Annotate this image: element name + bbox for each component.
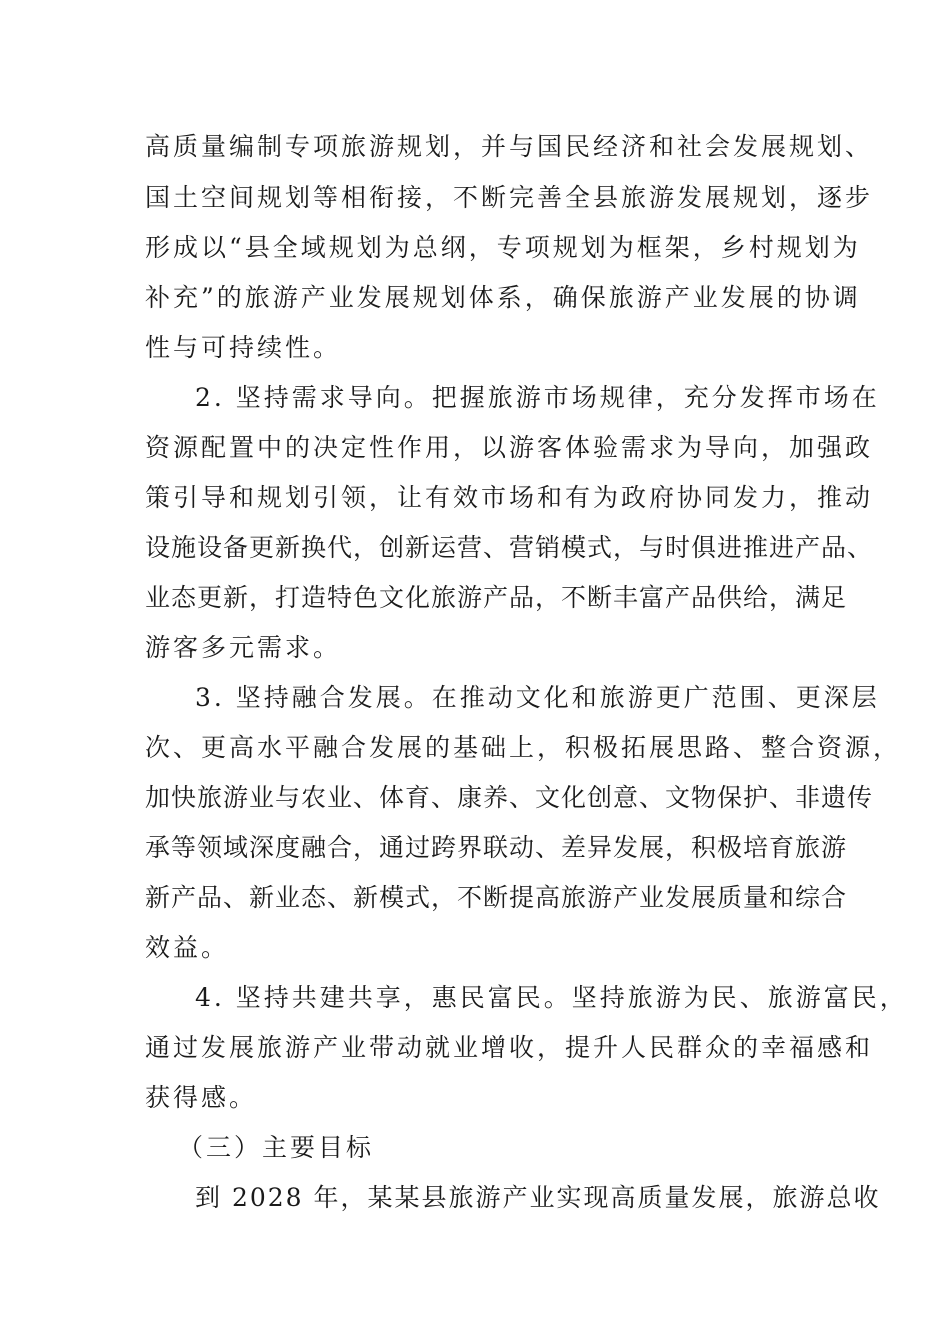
body-line-2: 国土空间规划等相衔接，不断完善全县旅游发展规划，逐步 <box>145 183 874 212</box>
paragraph-4-line-2: 通过发展旅游产业带动就业增收，提升人民群众的幸福感和 <box>145 1033 874 1062</box>
paragraph-2-line-2: 资源配置中的决定性作用，以游客体验需求为导向，加强政 <box>145 433 874 462</box>
body-line-4: 补充”的旅游产业发展规划体系，确保旅游产业发展的协调 <box>145 283 861 312</box>
section-heading: （三）主要目标 <box>178 1133 375 1162</box>
paragraph-2-line-3: 策引导和规划引领，让有效市场和有为政府协同发力，推动 <box>145 483 874 512</box>
paragraph-3-line-5: 新产品、新业态、新模式，不断提高旅游产业发展质量和综合 <box>145 883 848 912</box>
paragraph-3-line-3: 加快旅游业与农业、体育、康养、文化创意、文物保护、非遗传 <box>145 783 874 812</box>
paragraph-3-line-2: 次、更高水平融合发展的基础上，积极拓展思路、整合资源， <box>145 733 902 762</box>
paragraph-2-line-5: 业态更新，打造特色文化旅游产品，不断丰富产品供给，满足 <box>145 583 848 612</box>
paragraph-3-line-1: 3. 坚持融合发展。在推动文化和旅游更广范围、更深层 <box>195 683 880 712</box>
body-line-5: 性与可持续性。 <box>145 333 342 362</box>
paragraph-2-line-4: 设施设备更新换代，创新运营、营销模式，与时俱进推进产品、 <box>145 533 874 562</box>
body-line-1: 高质量编制专项旅游规划，并与国民经济和社会发展规划、 <box>145 132 874 161</box>
paragraph-3-line-6: 效益。 <box>145 933 230 962</box>
paragraph-4-line-1: 4. 坚持共建共享，惠民富民。坚持旅游为民、旅游富民， <box>195 983 908 1012</box>
paragraph-5-line-1: 到 2028 年，某某县旅游产业实现高质量发展，旅游总收 <box>195 1183 881 1212</box>
paragraph-3-line-4: 承等领域深度融合，通过跨界联动、差异发展，积极培育旅游 <box>145 833 848 862</box>
body-line-3: 形成以“县全域规划为总纲，专项规划为框架，乡村规划为 <box>145 233 861 262</box>
paragraph-4-line-3: 获得感。 <box>145 1083 258 1112</box>
paragraph-2-line-1: 2. 坚持需求导向。把握旅游市场规律，充分发挥市场在 <box>195 383 880 412</box>
paragraph-2-line-6: 游客多元需求。 <box>145 633 342 662</box>
